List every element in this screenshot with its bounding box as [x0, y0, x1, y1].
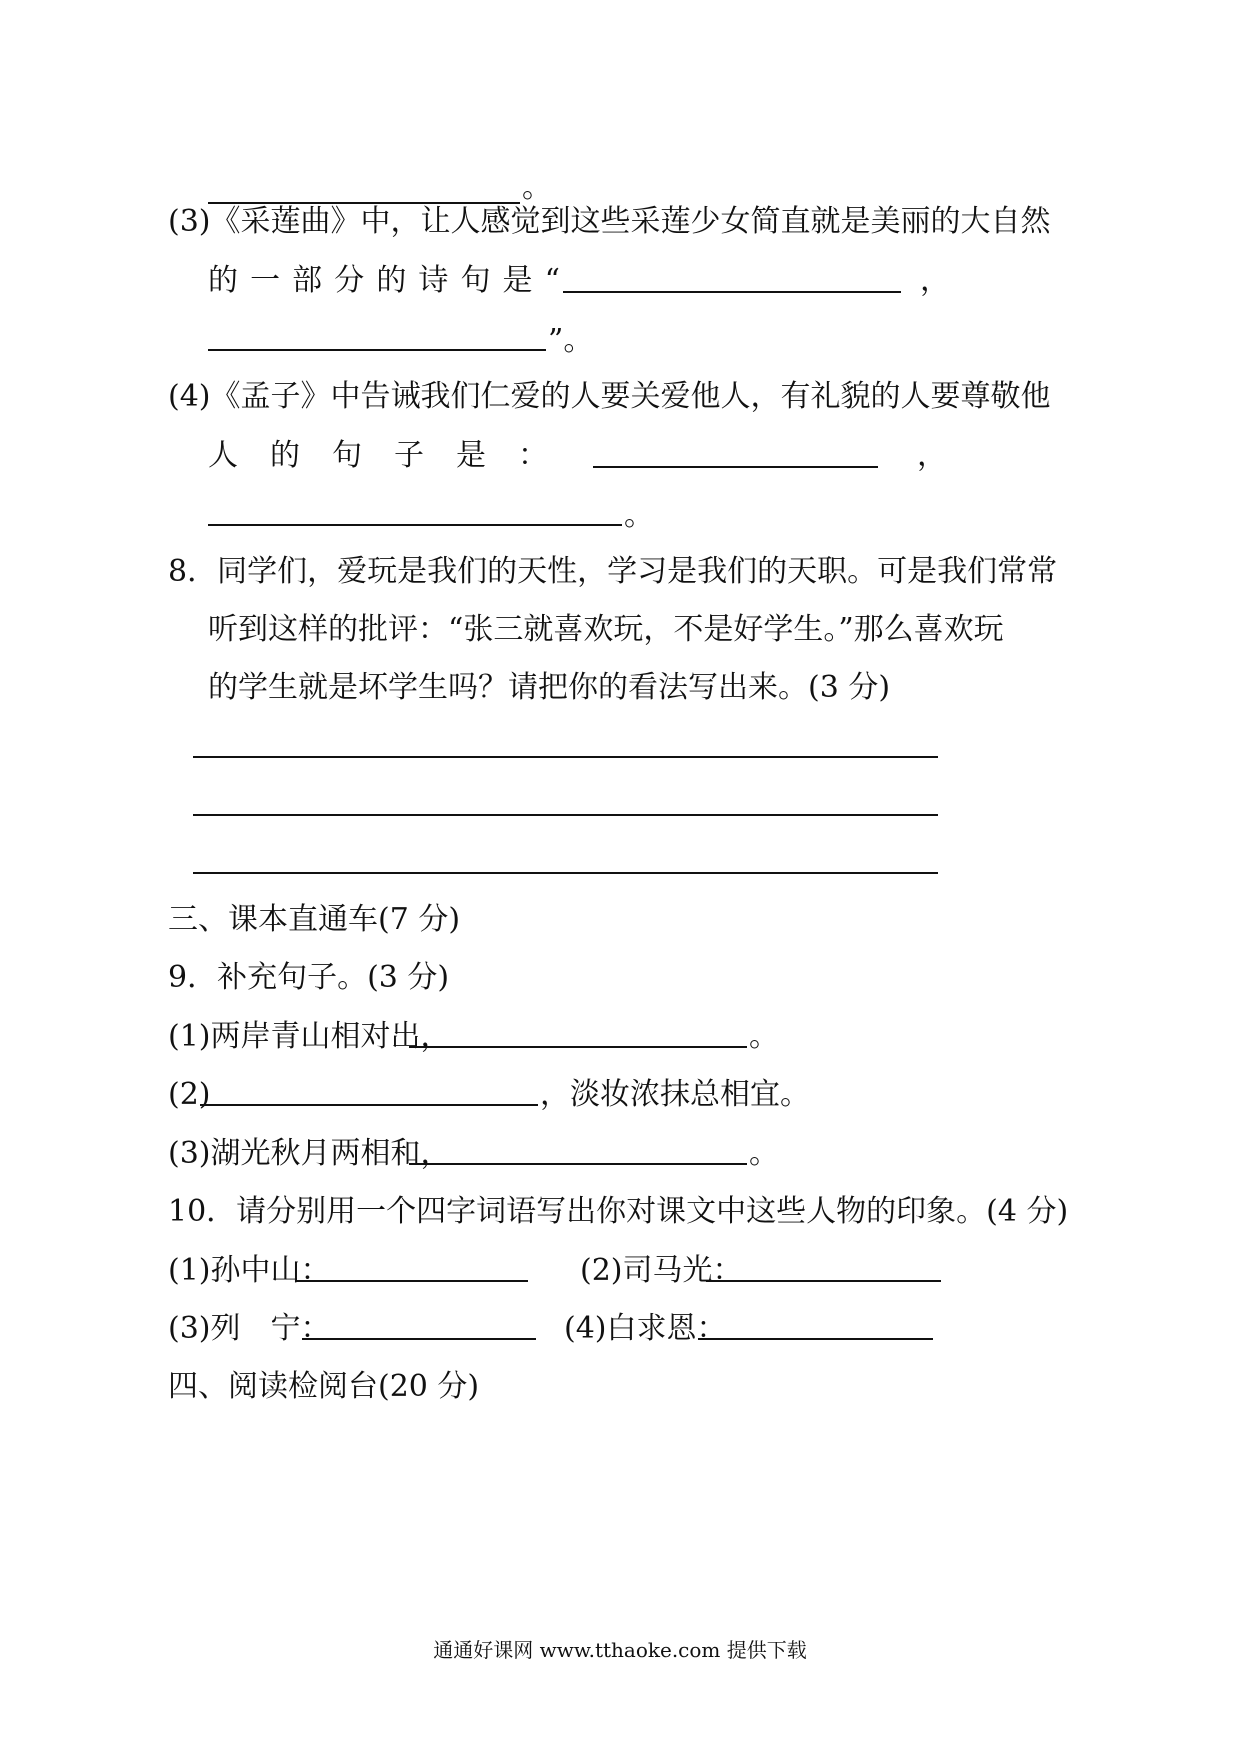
section-title: 三、课本直通车(7 分): [168, 902, 461, 937]
spaced-text: [208, 436, 548, 476]
punctuation: 。: [749, 1136, 779, 1171]
answer-blank[interactable]: [706, 1280, 941, 1282]
char: 是: [456, 438, 486, 473]
char: 分: [334, 263, 365, 298]
answer-blank[interactable]: [563, 291, 901, 293]
item-text: (2)司马光：: [580, 1253, 743, 1288]
char: 的: [270, 438, 300, 473]
char: 一: [250, 263, 281, 298]
char: 人: [208, 438, 238, 473]
char: 部: [292, 263, 323, 298]
answer-line[interactable]: [193, 756, 938, 758]
punctuation: ，: [917, 438, 947, 473]
section-title: 四、阅读检阅台(20 分): [168, 1369, 480, 1404]
item-text: (3)列 宁：: [168, 1311, 331, 1346]
answer-line[interactable]: [193, 814, 938, 816]
char: 诗: [418, 263, 449, 298]
item-text: (4)白求恩：: [564, 1311, 727, 1346]
question-title: 10．请分别用一个四字词语写出你对课文中这些人物的印象。(4 分): [168, 1194, 1069, 1229]
question-text: 的学生就是坏学生吗？请把你的看法写出来。(3 分): [208, 670, 891, 705]
question-text: (4)《孟子》中告诫我们仁爱的人要关爱他人，有礼貌的人要尊敬他: [168, 379, 1051, 414]
answer-blank[interactable]: [593, 466, 878, 468]
char: 的: [376, 263, 407, 298]
item-text: (1)孙中山：: [168, 1253, 331, 1288]
punctuation: 。: [624, 498, 654, 533]
punctuation: 。: [749, 1019, 779, 1054]
question-text: 8．同学们，爱玩是我们的天性，学习是我们的天职。可是我们常常: [168, 554, 1058, 589]
item-text: (1)两岸青山相对出，: [168, 1019, 451, 1054]
answer-blank[interactable]: [409, 1163, 747, 1165]
item-text: (3)湖光秋月两相和，: [168, 1136, 451, 1171]
answer-blank[interactable]: [409, 1046, 747, 1048]
item-text: (2): [168, 1077, 211, 1112]
punctuation: 。: [522, 170, 552, 205]
char: 是: [502, 263, 533, 298]
punctuation: ”。: [548, 323, 594, 358]
spaced-text: [208, 261, 560, 301]
question-text: 听到这样的批评：“张三就喜欢玩，不是好学生。”那么喜欢玩: [208, 612, 1004, 647]
item-text: ，淡妆浓抹总相宜。: [540, 1077, 810, 1112]
char: 子: [394, 438, 424, 473]
answer-blank[interactable]: [208, 349, 546, 351]
answer-blank[interactable]: [698, 1338, 933, 1340]
char: 句: [332, 438, 362, 473]
question-title: 9．补充句子。(3 分): [168, 960, 450, 995]
answer-blank[interactable]: [208, 524, 622, 526]
question-text: (3)《采莲曲》中，让人感觉到这些采莲少女简直就是美丽的大自然: [168, 204, 1051, 239]
char: 句: [460, 263, 491, 298]
answer-blank[interactable]: [200, 1104, 538, 1106]
footer-watermark: 通通好课网 www.tthaoke.com 提供下载: [433, 1638, 807, 1662]
punctuation: ，: [920, 263, 950, 298]
char: “: [544, 263, 560, 298]
answer-blank[interactable]: [296, 1280, 528, 1282]
char: 的: [208, 263, 238, 298]
answer-blank[interactable]: [302, 1338, 536, 1340]
answer-line[interactable]: [193, 872, 938, 874]
char: ：: [518, 438, 548, 473]
